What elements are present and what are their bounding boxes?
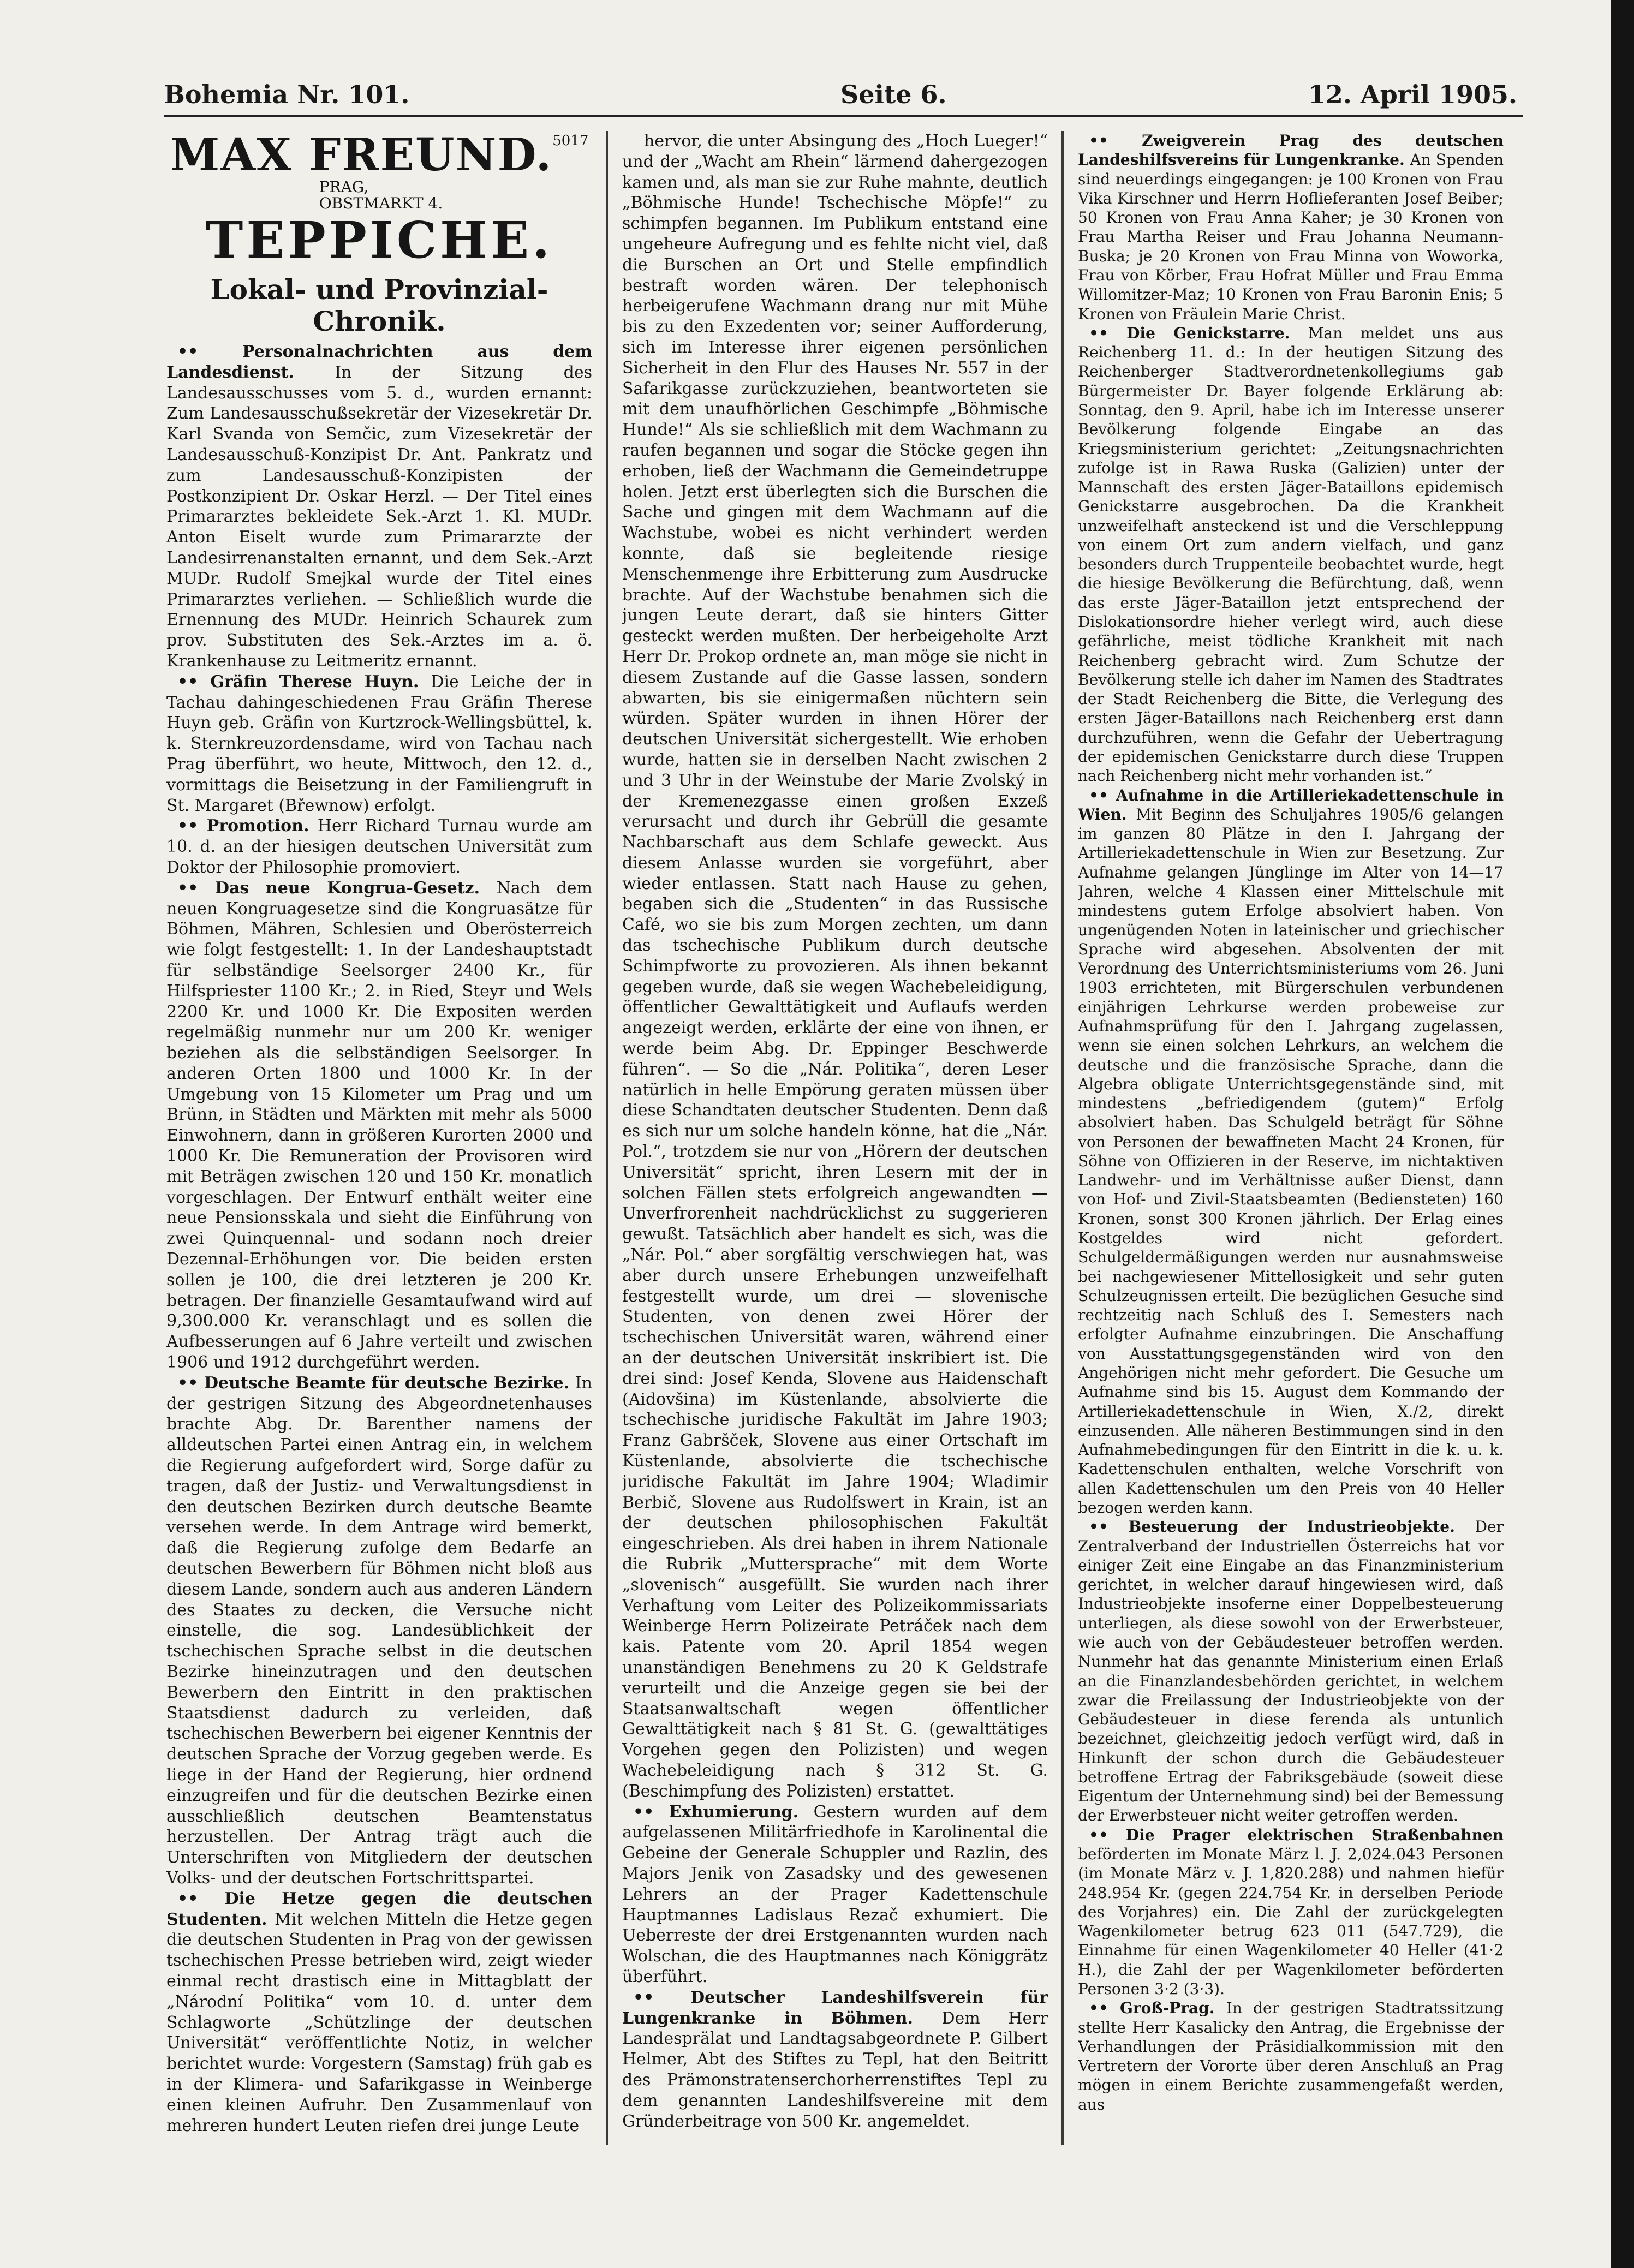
page-header xyxy=(164,76,1523,117)
column-3 xyxy=(1078,131,1504,2145)
article-text: Der Zentralverband der Industriellen Österreichs hat vor einiger Zeit eine Eingabe an das Finanzministerium gerichtet, in welcher darauf hingewiesen wird, daß Industrieobjekte insoferne einer Doppelbesteuerung unterliegen, als diese sowohl von der Erwerbsteuer, wie auch von der Gebäudesteuer betroffen werden. Nunmehr hat das genannte Ministerium einen Erlaß an die Finanzlandesbehörden gerichtet, in welchem zwar die Freilassung der Industrieobjekte von der Gebäudesteuer in diese ferenda als untunlich bezeichnet, gleichzeitig jedoch verfügt wird, daß in Hinkunft der schon durch die Gebäudesteuer betroffene Ertrag der Fabriksgebäude (soweit diese Eigentum der Unternehmung sind) bei der Bemessung der Erwerbsteuer nicht weiter getroffen werden. xyxy=(1078,1518,1504,1825)
article-text: In der Sitzung des Landesausschusses vom 5. d., wurden ernannt: Zum Landesausschußsekretär der Vizesekretär Dr. Karl Svanda von Semčic, zum Vizesekretär der Landesausschuß-Konzipist Dr. Ant. Pankratz und zum Landesausschuß-Konzipisten der Postkonzipient Dr. Oskar Herzl. — Der Titel eines Primararztes bekleidete Sek.-Arzt 1. Kl. MUDr. Anton Eiselt wurde zum Primararzte der Landesirrenanstalten ernannt, und dem Sek.-Arzt MUDr. Rudolf Smejkal wurde der Titel eines Primararztes verliehen. — Schließlich wurde die Ernennung des MUDr. Heinrich Schaurek zum prov. Substituten des Sek.-Arztes im a. ö. Krankenhause zu Leitmeritz ernannt. xyxy=(166,362,592,671)
article-paragraph xyxy=(1078,324,1504,786)
article-text: beförderten im Monate März l. J. 2,024.043 Personen (im Monate März v. J. 1,820.288) und nahmen hiefür 248.954 Kr. (gegen 224.754 Kr. in derselben Periode des Vorjahres) ein. Die Zahl der zurückgelegten Wagenkilometer betrug 623 011 (547.729), die Einnahme für einen Wagenkilometer 40 Heller (41·2 H.), die Zahl der per Wagenkilometer beförderten Personen 3·2 (3·3). xyxy=(1078,1845,1504,1998)
article-text: Mit Beginn des Schuljahres 1905/6 gelangen im ganzen 80 Plätze in den I. Jahrgang der Artilleriekadettenschule in Wien zur Besetzung. Zur Aufnahme gelangen Jünglinge im Alter von 14—17 Jahren, welche 4 Klassen einer Mittelschule mit mindestens gutem Erfolge absolviert haben. Von ungenügenden Noten in lateinischer und griechischer Sprache wird abgesehen. Absolventen der mit Verordnung des Unterrichtsministeriums vom 26. Juni 1903 errichteten, mit Bürgerschulen verbundenen einjährigen Lehrkurse werden probeweise zur Aufnahmsprüfung für den I. Jahrgang zugelassen, wenn sie einen solchen Lehrkurs, an welchem die deutsche und die französische Sprache, dann die Algebra obligate Unterrichtsgegenstände sind, mit mindestens „befriedigendem (gutem)“ Erfolg absolviert haben. Das Schulgeld beträgt für Söhne von Personen der bewaffneten Macht 24 Kronen, für Söhne von Offizieren in der Reserve, im nichtaktiven Landwehr- und im Verhältnisse außer Dienst, dann von Hof- und Zivil-Staatsbeamten (Bediensteten) 160 Kronen, sonst 300 Kronen jährlich. Der Erlag eines Kostgeldes wird nicht gefordert. Schulgeldermäßigungen werden nur ausnahmsweise bei nachgewiesener Mittellosigkeit und sehr guten Schulzeugnissen erteilt. Die bezüglichen Gesuche sind rechtzeitig nach Schluß des I. Semesters nach erfolgter Aufnahme einzubringen. Die Anschaffung von Ausstattungsgegenständen wird von den Angehörigen nicht mehr gefordert. Die Gesuche um Aufnahme sind bis 15. August dem Kommando der Artilleriekadettenschule in Wien, X./2, direkt einzusenden. Alle näheren Bestimmungen sind in den Aufnahmebedingungen für den Eintritt in die k. u. k. Kadettenschulen enthalten, welche Vorschrift von allen Kadettenschulen um den Preis von 40 Heller bezogen werden kann. xyxy=(1078,805,1504,1517)
article-title: •• Groß-Prag. xyxy=(1089,1999,1226,2018)
article-title: •• Gräfin Therese Huyn. xyxy=(177,672,431,691)
article-paragraph xyxy=(622,1988,1048,2132)
issue-date: 12. April 1905. xyxy=(1308,80,1517,109)
article-title: •• Das neue Kongrua-Gesetz. xyxy=(177,878,497,898)
article-title: •• Deutsche Beamte für deutsche Bezirke. xyxy=(177,1373,575,1393)
column-3-articles xyxy=(1078,131,1504,2114)
article-paragraph xyxy=(166,816,592,878)
article-text: Mit welchen Mitteln die Hetze gegen die deutschen Studenten in Prag von der gewissen tschechischen Presse betrieben wird, zeigt wieder einmal recht drastisch eine in Mittagblatt der „Národní Politika“ vom 10. d. unter dem Schlagworte „Schützlinge der deutschen Universität“ veröffentlichte Notiz, in welcher berichtet wurde: Vorgestern (Samstag) früh gab es in der Klimera- und Safarikgasse in Weinberge einen kleinen Aufruhr. Den Zusammenlauf von mehreren hundert Leuten riefen drei junge Leute xyxy=(166,1909,592,2135)
article-title: •• Personalnachrichten aus dem Landesdienst. xyxy=(166,342,592,382)
article-paragraph xyxy=(622,131,1048,1802)
ad-address-line1: PRAG, xyxy=(319,178,369,196)
column-rule xyxy=(1061,131,1064,2145)
column-rule xyxy=(606,131,608,2145)
ad-address xyxy=(319,179,443,212)
article-text: In der gestrigen Stadtratssitzung stellte Herr Kasalicky den Antrag, die Ergebnisse der Verhandlungen der Präsidialkommission mit den Vertretern der Vororte über deren Anschluß an Prag mögen in einem Berichte zusammengefaßt werden, aus xyxy=(1078,1999,1504,2114)
article-title: •• Promotion. xyxy=(177,816,318,836)
page-number: Seite 6. xyxy=(840,80,947,109)
article-text: An Spenden sind neuerdings eingegangen: je 100 Kronen von Frau Vika Kirschner und Herrn Hoflieferanten Josef Beiber; 50 Kronen von Frau Anna Kaher; je 30 Kronen von Frau Martha Reiser und Frau Johanna Neumann-Buska; je 20 Kronen von Frau Minna von Woworka, Frau von Körber, Frau Hofrat Müller und Frau Emma Willomitzer-Maz; 10 Kronen von Frau Baronin Enis; 5 Kronen von Fräulein Marie Christ. xyxy=(1078,151,1504,323)
article-title: •• Exhumierung. xyxy=(633,1802,814,1822)
scan-edge xyxy=(1611,0,1634,2268)
article-text: Man meldet uns aus Reichenberg 11. d.: In der heutigen Sitzung des Reichenberger Stadtverordnetenkollegiums gab Bürgermeister Dr. Bayer folgende Erklärung ab: Sonntag, den 9. April, habe ich im Interesse unserer Bevölkerung folgende Eingabe an das Kriegsministerium gerichtet: „Zeitungsnachrichten zufolge ist in Rawa Ruska (Galizien) unter der Mannschaft des ersten Jäger-Bataillons epidemisch Genickstarre ausgebrochen. Da die Krankheit unzweifelhaft ansteckend ist und die Verschleppung von einem Ort zum andern vielfach, und ganz besonders durch Truppenteile beobachtet wurde, hegt die hiesige Bevölkerung die Befürchtung, daß, wenn das erste Jäger-Bataillon jetzt entsprechend der Dislokationsordre hieher verlegt wird, auch diese gefährliche, meist tödliche Krankheit mit nach Reichenberg gebracht wird. Zum Schutze der Bevölkerung stelle ich daher im Namen des Stadtrates der Stadt Reichenberg die Bitte, die Verlegung des ersten Jäger-Bataillons nach Reichenberg erst dann durchzuführen, wenn die Gefahr der Uebertragung der epidemischen Genickstarre durch diese Truppen nach Reichenberg nicht mehr vorhanden ist.“ xyxy=(1078,324,1504,785)
article-paragraph xyxy=(1078,1517,1504,1825)
section-title: Lokal- und Provinzial-Chronik. xyxy=(210,273,548,337)
article-text: Die Leiche der in Tachau dahingeschiedenen Frau Gräfin Therese Huyn geb. Gräfin von Kurtzrock-Wellingsbüttel, k. k. Sternkreuzordensdame, wird von Tachau nach Prag überführt, wo heute, Mittwoch, den 12. d., vormittags die Beisetzung in der Familiengruft in St. Margaret (Břewnow) erfolgt. xyxy=(166,672,592,815)
article-text: Gestern wurden auf dem aufgelassenen Militärfriedhofe in Karolinental die Gebeine der Generale Schuppler und Razlin, des Majors Jenik von Zasadsky und des gewesenen Lehrers an der Prager Kadettenschule Hauptmannes Ladislaus Rezač exhumiert. Die Ueberreste der drei Erstgenannten wurden nach Wolschan, die des Hauptmannes nach Königgrätz überführt. xyxy=(622,1802,1048,1986)
article-paragraph xyxy=(622,1802,1048,1988)
column-1-articles xyxy=(166,342,592,2136)
article-paragraph xyxy=(1078,786,1504,1518)
article-paragraph xyxy=(1078,1998,1504,2114)
issue-number: Bohemia Nr. 101. xyxy=(164,80,410,109)
article-title: •• Die Hetze gegen die deutschen Studenten. xyxy=(166,1889,592,1929)
article-title: •• Die Genickstarre. xyxy=(1089,324,1308,342)
article-text: hervor, die unter Absingung des „Hoch Lueger!“ und der „Wacht am Rhein“ lärmend dahergezogen kamen und, als man sie zur Ruhe mahnte, deutlich „Böhmische Hunde! Tschechische Möpfe!“ zu schimpfen begannen. Im Publikum entstand eine ungeheure Aufregung und es fehlte nicht viel, daß die Burschen an Ort und Stelle empfindlich bestraft worden wären. Der telephonisch herbeigerufene Wachmann drang nur mit Mühe bis zu den Exzedenten vor; seiner Aufforderung, sich im Interesse ihrer eigenen persönlichen Sicherheit in den Flur des Hauses Nr. 557 in der Safarikgasse zurückzuziehen, beantworteten sie mit dem unaufhörlichen Geschimpfe „Böhmische Hunde!“ Als sie schließlich mit dem Wachmann zu raufen begannen und sogar die Stöcke gegen ihn erhoben, ließ der Wachmann die Gemeindetruppe holen. Jetzt erst überlegten sich die Burschen die Sache und gingen mit dem Wachmann auf die Wachstube, wobei es nicht verhindert werden konnte, daß sie begleitende riesige Menschenmenge ihre Erbitterung zum Ausdrucke brachte. Auf der Wachstube benahmen sich die jungen Leute derart, daß sie hinters Gitter gesteckt werden mußten. Der herbeigeholte Arzt Herr Dr. Prokop ordnete an, man möge sie nicht in diesem Zustande auf die Gasse lassen, sondern abwarten, bis sie einigermaßen nüchtern sein würden. Später wurden in ihnen Hörer der deutschen Universität sichergestellt. Wie erhoben wurde, hatten sie in derselben Nacht zwischen 2 und 3 Uhr in der Weinstube der Marie Zvolský in der Kremenezgasse einen großen Exzeß verursacht und durch ihr Gebrüll die gesamte Nachbarschaft aus dem Schlafe geweckt. Aus diesem Anlasse wurden sie vorgeführt, aber wieder entlassen. Statt nach Hause zu gehen, begaben sich die „Studenten“ in das Russische Café, wo sie bis zum Morgen zechten, um dann das tschechische Publikum durch deutsche Schimpfworte zu provozieren. Als ihnen bekannt gegeben wurde, daß sie wegen Wachebeleidigung, öffentlicher Gewalttätigkeit und Auflaufs werden angezeigt werden, erklärte der eine von ihnen, er werde beim Abg. Dr. Eppinger Beschwerde führen“. — So die „Nár. Politika“, deren Leser natürlich in helle Empörung geraten müssen über diese Schandtaten deutscher Studenten. Denn daß es sich nur um solche handeln könne, hat die „Nár. Pol.“, trotzdem sie nur von „Hörern der deutschen Universität“ spricht, ihren Lesern mit der in solchen Fällen stets erfolgreich angewandten — Unverfrorenheit nachdrücklichst zu suggerieren gewußt. Tatsächlich aber handelt es sich, was die „Nár. Pol.“ aber sorgfältig verschwiegen hat, was aber durch unsere Erhebungen unzweifelhaft festgestellt wurde, um drei — slovenische Studenten, von denen zwei Hörer der tschechischen Universität waren, während einer an der deutschen Universität inskribiert ist. Die drei sind: Josef Kenda, Slovene aus Haidenschaft (Aidovšina) im Küstenlande, absolvierte die tschechische juridische Fakultät im Jahre 1903; Franz Gabršček, Slovene aus einer Ortschaft im Küstenlande, absolvierte die tschechische juridische Fakultät im Jahre 1904; Wladimir Berbič, Slovene aus Rudolfswert in Krain, ist an der deutschen philosophischen Fakultät eingeschrieben. Als drei haben in ihrem Nationale die Rubrik „Muttersprache“ mit dem Worte „slovenisch“ ausgefüllt. Sie wurden nach ihrer Verhaftung vom Leiter des Polizeikommissariats Weinberge Herrn Polizeirate Petráček nach dem kais. Patente vom 20. April 1854 wegen unanständigen Benehmens zu 20 K Geldstrafe verurteilt und die Anzeige gegen sie bei der Staatsanwaltschaft wegen öffentlicher Gewalttätigkeit nach § 81 St. G. (gewalttätiges Vorgehen gegen den Polizisten) und wegen Wachebeleidigung nach § 312 St. G. (Beschimpfung des Polizisten) erstattet. xyxy=(622,132,1048,1801)
ad-brand: MAX FREUND. xyxy=(170,131,553,181)
ad-number: 5017 xyxy=(552,133,589,149)
column-1 xyxy=(166,131,592,2145)
article-title: •• Zweigverein Prag des deutschen Landeshilfsvereins für Lungenkranke. xyxy=(1078,132,1504,169)
article-text: Dem Herr Landesprälat und Landtagsabgeordnete P. Gilbert Helmer, Abt des Stiftes zu Tepl, hat den Beitritt des Prämonstratenserchorherrenstiftes Tepl zu dem genannten Landeshilfsvereine mit dem Gründerbeitrage von 500 Kr. angemeldet. xyxy=(622,2008,1048,2131)
article-title: •• Aufnahme in die Artilleriekadettenschule in Wien. xyxy=(1078,786,1504,823)
article-text: In der gestrigen Sitzung des Abgeordnetenhauses brachte Abg. Dr. Barenther namens der alldeutschen Partei einen Antrag ein, in welchem die Regierung aufgefordert wird, Sorge dafür zu tragen, daß der Justiz- und Verwaltungsdienst in den deutschen Bezirken durch deutsche Beamte versehen werde. In dem Antrage wird bemerkt, daß die Regierung zufolge dem Bedarfe an deutschen Bewerbern für Böhmen nicht bloß aus diesem Lande, sondern auch aus anderen Ländern des Staates zu decken, die Versuche nicht einstelle, die sog. Landesüblichkeit der tschechischen Sprache selbst in die deutschen Bezirke hineinzutragen und den deutschen Bewerbern den Eintritt in den praktischen Staatsdienst dadurch zu verleiden, daß tschechischen Bewerbern bei eigener Kenntnis der deutschen Sprache der Vorzug gegeben werde. Es liege in der Hand der Regierung, hier ordnend einzugreifen und für die deutschen Bezirke einen ausschließlich deutschen Beamtenstatus herzustellen. Der Antrag trägt auch die Unterschriften von Mitgliedern der deutschen Volks- und der deutschen Fortschrittspartei. xyxy=(166,1373,592,1888)
article-text: Nach dem neuen Kongruagesetze sind die Kongruasätze für Böhmen, Mähren, Schlesien und Oberösterreich wie folgt festgestellt: 1. In der Landeshauptstadt für selbständige Seelsorger 2400 Kr., für Hilfspriester 1100 Kr.; 2. in Ried, Steyr und Wels 2200 Kr. und 1000 Kr. Die Expositen werden regelmäßig nunmehr nur um 200 Kr. weniger beziehen als die selbständigen Seelsorger. In anderen Orten 1800 und 1000 Kr. In der Umgebung von 15 Kilometer um Prag und um Brünn, in Städten und Märkten mit mehr als 5000 Einwohnern, dann in größeren Kurorten 2000 und 1000 Kr. Die Remuneration der Provisoren wird mit Beträgen zwischen 120 und 150 Kr. monatlich vorgeschlagen. Der Entwurf enthält weiter eine neue Pensionsskala und sieht die Einführung von zwei Quinquennal- und sodann noch dreier Dezennal-Erhöhungen vor. Die beiden ersten sollen je 100, die drei letzteren je 200 Kr. betragen. Der finanzielle Gesamtaufwand wird auf 9,300.000 Kr. veranschlagt und es sollen die Aufbesserungen auf 6 Jahre verteilt und zwischen 1906 und 1912 durchgeführt werden. xyxy=(166,878,592,1372)
article-paragraph xyxy=(1078,1825,1504,1999)
ad-address-line2: OBSTMARKT 4. xyxy=(319,194,443,212)
column-2 xyxy=(622,131,1048,2145)
advertisement xyxy=(166,131,592,270)
article-title: •• Die Prager elektrischen Straßenbahnen xyxy=(1089,1825,1504,1844)
article-title: •• Deutscher Landeshilfsverein für Lungenkranke in Böhmen. xyxy=(622,1988,1048,2028)
article-text: Herr Richard Turnau wurde am 10. d. an der hiesigen deutschen Universität zum Doktor der Philosophie promoviert. xyxy=(166,816,592,877)
article-title: •• Besteuerung der Industrieobjekte. xyxy=(1089,1518,1475,1536)
ad-product: TEPPICHE. xyxy=(205,211,553,270)
article-paragraph xyxy=(166,1889,592,2136)
article-paragraph xyxy=(166,342,592,672)
column-2-articles xyxy=(622,131,1048,2132)
article-paragraph xyxy=(166,672,592,816)
article-paragraph xyxy=(166,878,592,1373)
article-paragraph xyxy=(166,1373,592,1889)
article-paragraph xyxy=(1078,131,1504,324)
